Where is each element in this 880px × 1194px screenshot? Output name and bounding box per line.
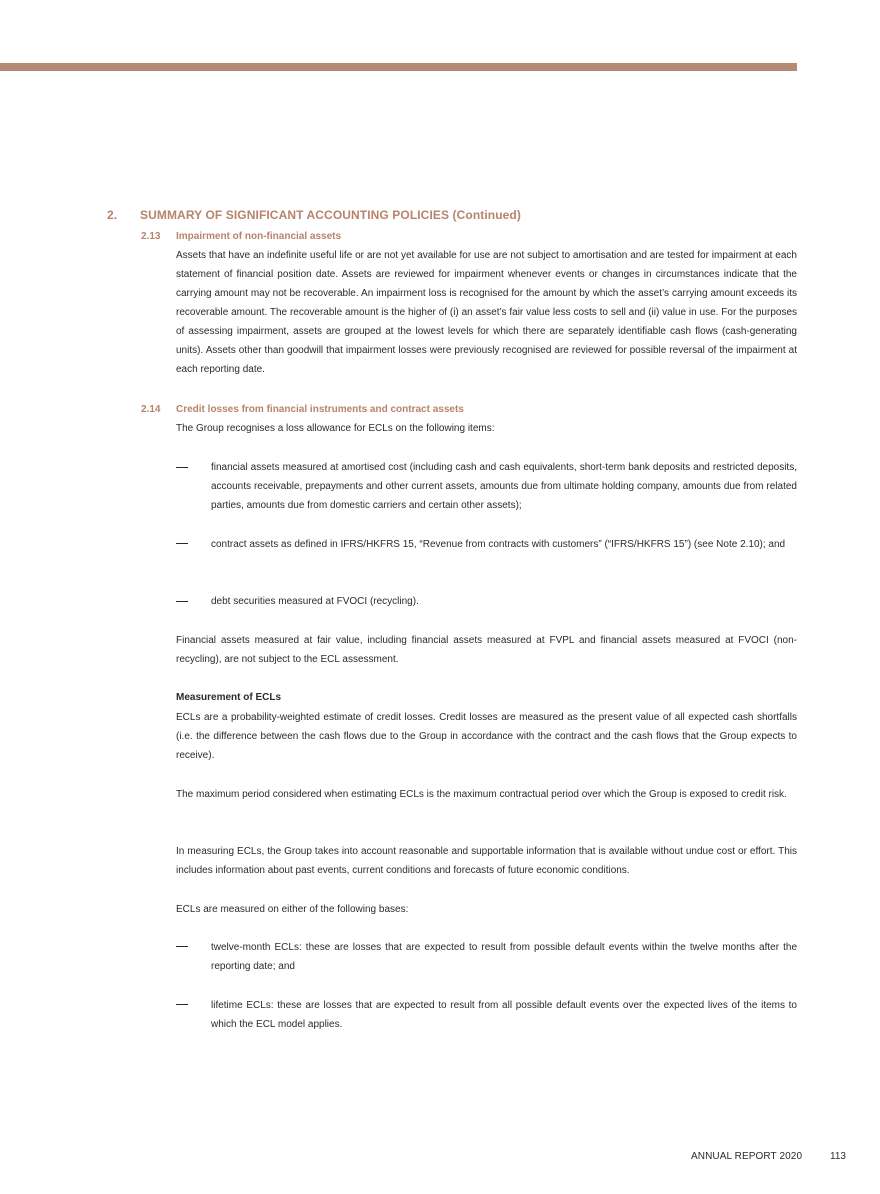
bullet-dash bbox=[176, 543, 188, 544]
section-title: SUMMARY OF SIGNIFICANT ACCOUNTING POLICIES (Continued) bbox=[140, 208, 521, 222]
footer-page-number: 113 bbox=[830, 1151, 846, 1162]
subsection-number: 2.13 bbox=[141, 231, 161, 242]
list-item: twelve-month ECLs: these are losses that are expected to result from possible default events within the twelve months after the reporting date; and bbox=[211, 942, 797, 972]
list-item: debt securities measured at FVOCI (recycling). bbox=[211, 596, 419, 607]
measurement-paragraph-2: The maximum period considered when estimating ECLs is the maximum contractual period over which the Group is exposed to credit risk. bbox=[176, 789, 787, 800]
fair-value-paragraph: Financial assets measured at fair value, including financial assets measured at FVPL and financial assets measured at FVOCI (non-recycling), are not subject to the ECL assessment. bbox=[176, 635, 797, 665]
bullet-dash bbox=[176, 946, 188, 947]
measurement-paragraph-3: In measuring ECLs, the Group takes into account reasonable and supportable information that is available without undue cost or effort. This includes information about past events, current conditions and forecasts of future economic conditions. bbox=[176, 846, 797, 876]
subsection-number: 2.14 bbox=[141, 404, 161, 415]
section-number: 2. bbox=[107, 208, 118, 222]
subsection-title: Credit losses from financial instruments and contract assets bbox=[176, 404, 464, 415]
section-heading bbox=[107, 208, 521, 222]
list-item: lifetime ECLs: these are losses that are expected to result from all possible default events over the expected lives of the items to which the ECL model applies. bbox=[211, 1000, 797, 1030]
ecl-intro-paragraph: The Group recognises a loss allowance for ECLs on the following items: bbox=[176, 423, 495, 434]
list-item: financial assets measured at amortised cost (including cash and cash equivalents, short-term bank deposits and restricted deposits, accounts receivable, prepayments and other current assets, amounts due from ultimate holding company, amounts due from related parties, amounts due from domestic carriers and certain other assets); bbox=[211, 462, 797, 511]
impairment-paragraph: Assets that have an indefinite useful life or are not yet available for use are not subject to amortisation and are tested for impairment at each statement of financial position date. Assets are reviewed for impairment whenever events or changes in circumstances indicate that the carrying amount may not be recoverable. An impairment loss is recognised for the amount by which the asset’s carrying amount exceeds its recoverable amount. The recoverable amount is the higher of (i) an asset’s fair value less costs to sell and (ii) value in use. For the purposes of assessing impairment, assets are grouped at the lowest levels for which there are separately identifiable cash flows (cash-generating units). Assets other than goodwill that impairment losses were previously recognised are reviewed for possible reversal of the impairment at each reporting date. bbox=[176, 250, 797, 375]
subsection-heading-2-14 bbox=[141, 404, 464, 415]
subsection-title: Impairment of non-financial assets bbox=[176, 231, 342, 242]
subsection-heading-2-13 bbox=[141, 231, 341, 242]
bullet-dash bbox=[176, 467, 188, 468]
measurement-paragraph-1: ECLs are a probability-weighted estimate of credit losses. Credit losses are measured as the present value of all expected cash shortfalls (i.e. the difference between the cash flows due to the Group in accordance with the contract and the cash flows that the Group expects to receive). bbox=[176, 712, 797, 761]
list-item: contract assets as defined in IFRS/HKFRS 15, “Revenue from contracts with customers” (“IFRS/HKFRS 15”) (see Note 2.10); and bbox=[211, 539, 786, 550]
measurement-paragraph-4: ECLs are measured on either of the following bases: bbox=[176, 904, 409, 915]
measurement-heading: Measurement of ECLs bbox=[176, 692, 282, 703]
header-accent-bar bbox=[0, 63, 797, 71]
footer-report-title: ANNUAL REPORT 2020 bbox=[691, 1151, 803, 1162]
bullet-dash bbox=[176, 1004, 188, 1005]
bullet-dash bbox=[176, 601, 188, 602]
